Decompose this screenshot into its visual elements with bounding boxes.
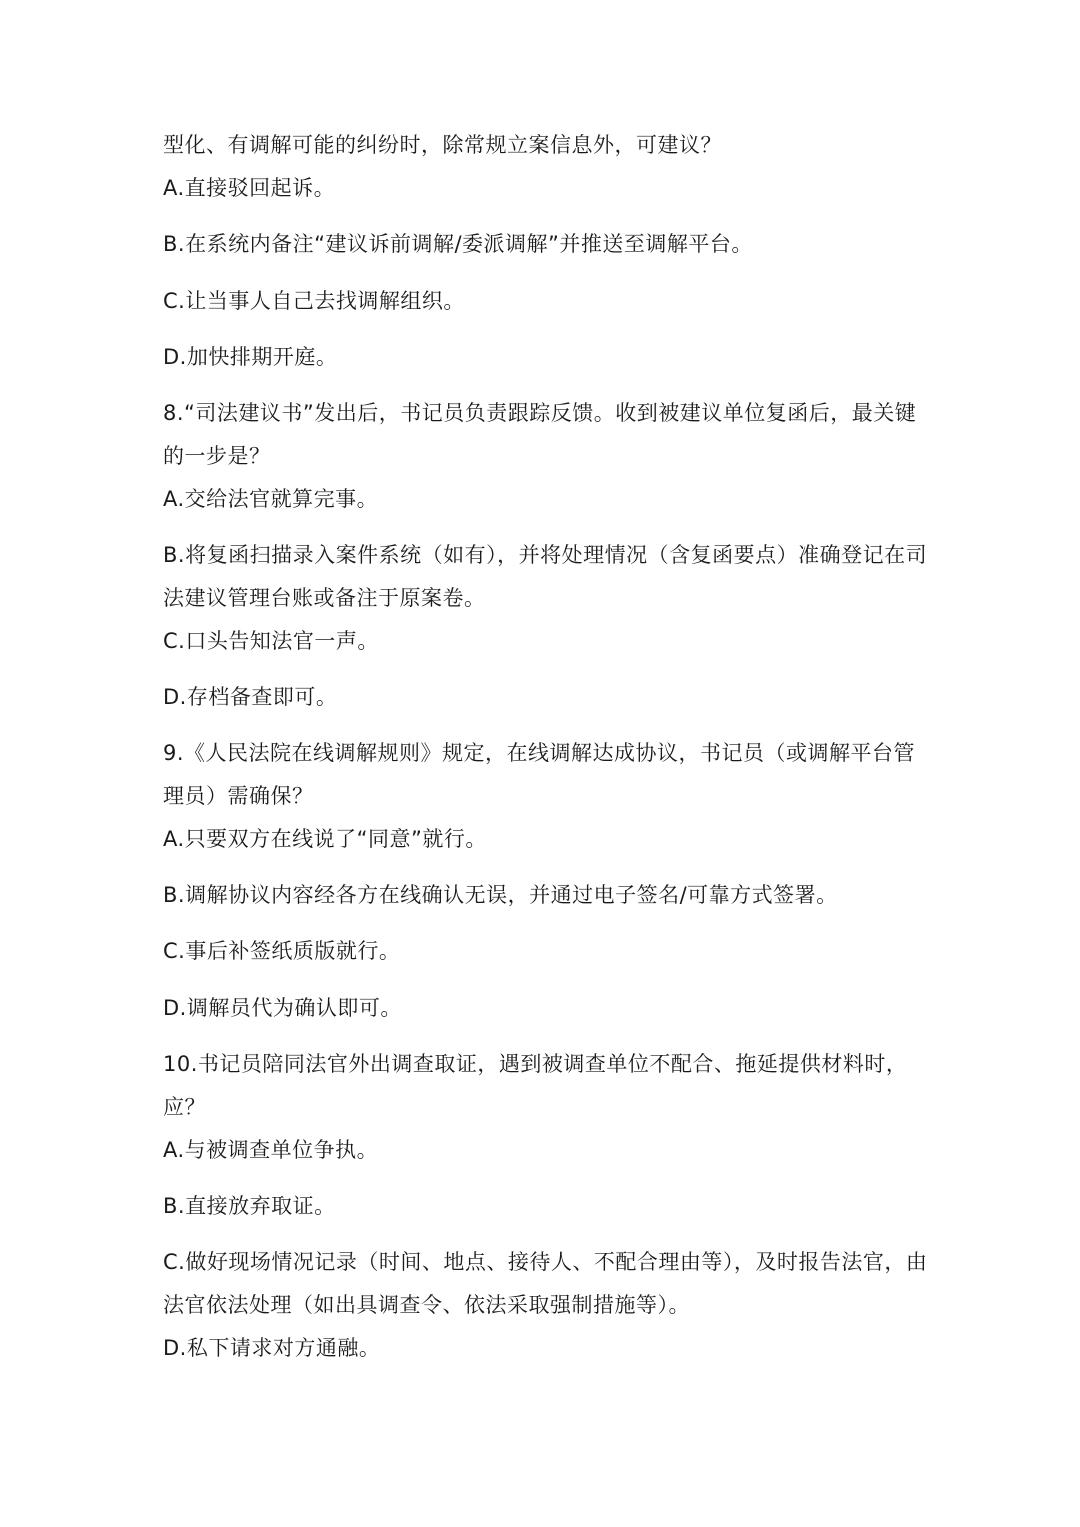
q7-option-c: C.让当事人自己去找调解组织。 (163, 289, 465, 313)
q10-stem-line1: 10.书记员陪同法官外出调查取证，遇到被调查单位不配合、拖延提供材料时， (163, 1052, 908, 1076)
q8-option-a: A.交给法官就算完事。 (163, 487, 379, 511)
q9-stem-line1: 9.《人民法院在线调解规则》规定，在线调解达成协议，书记员（或调解平台管 (163, 741, 916, 765)
q7-stem-continuation: 型化、有调解可能的纠纷时，除常规立案信息外，可建议？ (163, 133, 722, 157)
q7-option-b: B.在系统内备注“建议诉前调解/委派调解”并推送至调解平台。 (163, 232, 753, 256)
q10-option-a: A.与被调查单位争执。 (163, 1138, 379, 1162)
q9-option-c: C.事后补签纸质版就行。 (163, 939, 401, 963)
q7-option-a: A.直接驳回起诉。 (163, 176, 336, 200)
q10-option-b: B.直接放弃取证。 (163, 1194, 336, 1218)
q10-option-d: D.私下请求对方通融。 (163, 1336, 381, 1360)
q10-option-c-line1: C.做好现场情况记录（时间、地点、接待人、不配合理由等），及时报告法官，由 (163, 1250, 928, 1274)
q10-option-c-line2: 法官依法处理（如出具调查令、依法采取强制措施等）。 (163, 1293, 690, 1317)
q8-option-b-line2: 法建议管理台账或备注于原案卷。 (163, 586, 486, 610)
q8-option-d: D.存档备查即可。 (163, 685, 338, 709)
q9-option-b: B.调解协议内容经各方在线确认无误，并通过电子签名/可靠方式签署。 (163, 883, 838, 907)
q8-stem-line1: 8.“司法建议书”发出后，书记员负责跟踪反馈。收到被建议单位复函后，最关键 (163, 401, 917, 425)
q8-option-c: C.口头告知法官一声。 (163, 629, 379, 653)
q8-option-b-line1: B.将复函扫描录入案件系统（如有），并将处理情况（含复函要点）准确登记在司 (163, 543, 928, 567)
q10-stem-line2: 应？ (163, 1095, 206, 1119)
q9-stem-line2: 理员）需确保？ (163, 784, 314, 808)
q7-option-d: D.加快排期开庭。 (163, 345, 338, 369)
q8-stem-line2: 的一步是？ (163, 444, 271, 468)
q9-option-a: A.只要双方在线说了“同意”就行。 (163, 827, 487, 851)
q9-option-d: D.调解员代为确认即可。 (163, 996, 402, 1020)
